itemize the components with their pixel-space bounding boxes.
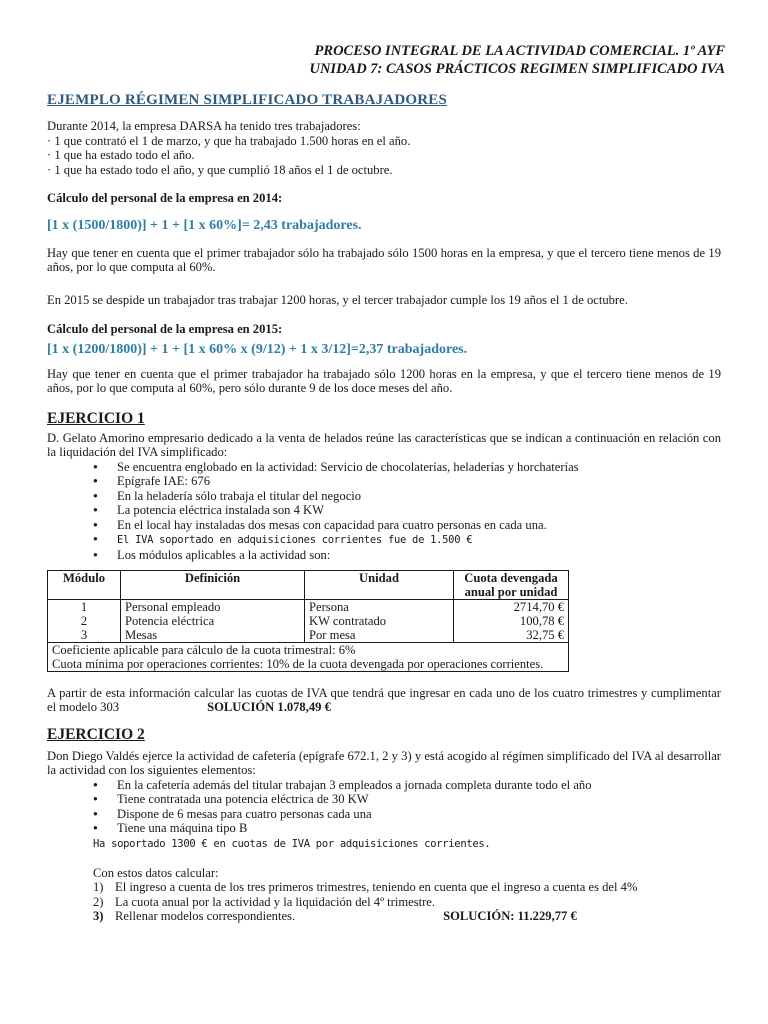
table-cell: KW contratado bbox=[305, 614, 454, 628]
header-line-1: PROCESO INTEGRAL DE LA ACTIVIDAD COMERCIAL. 1º AYF bbox=[314, 43, 725, 59]
list-item bbox=[93, 532, 721, 548]
table-cell: 2 bbox=[48, 614, 121, 628]
coeficiente-note: Coeficiente aplicable para cálculo de la cuota trimestral: 6% bbox=[52, 642, 356, 657]
ejercicio-2-items bbox=[47, 880, 721, 924]
list-item bbox=[93, 880, 721, 895]
table-cell: Por mesa bbox=[305, 628, 454, 643]
ejercicio-1-title: EJERCICIO 1 bbox=[47, 409, 145, 427]
worker-line: · 1 que ha estado todo el año. bbox=[47, 148, 195, 162]
col-header: Unidad bbox=[305, 570, 454, 599]
item-text: Rellenar modelos correspondientes. bbox=[115, 909, 296, 924]
item-number: 1) bbox=[93, 880, 104, 895]
modules-table bbox=[47, 570, 569, 672]
handwritten-note: Ha soportado 1300 € en cuotas de IVA por adquisiciones corrientes. bbox=[93, 838, 491, 851]
col-header: Módulo bbox=[48, 570, 121, 599]
list-item: ● En la heladería sólo trabaja el titular del negocio bbox=[93, 489, 721, 504]
table-row bbox=[48, 628, 569, 643]
document-header bbox=[47, 42, 725, 78]
worker-line: · 1 que contrató el 1 de marzo, y que ha trabajado 1.500 horas en el año. bbox=[47, 133, 411, 148]
list-item: ● Tiene contratada una potencia eléctrica de 30 KW bbox=[93, 792, 721, 807]
table-row bbox=[48, 614, 569, 628]
solution-1: SOLUCIÓN 1.078,49 € bbox=[207, 700, 331, 715]
header-line-2: UNIDAD 7: CASOS PRÁCTICOS REGIMEN SIMPLIFICADO IVA bbox=[309, 61, 725, 77]
table-cell: 3 bbox=[48, 628, 121, 643]
ejercicio-1-task bbox=[47, 686, 721, 715]
list-item bbox=[93, 895, 721, 910]
list-item: ● Los módulos aplicables a la actividad son: bbox=[93, 548, 721, 563]
list-item: ● En la cafetería además del titular trabajan 3 empleados a jornada completa durante todo el año bbox=[93, 778, 721, 793]
ejercicio-1-bullets bbox=[47, 460, 721, 563]
ejercicio-2-hand bbox=[47, 836, 721, 852]
note-2015: Hay que tener en cuenta que el primer trabajador ha trabajado sólo 1200 horas en la empresa, y que el tercero tiene menos de 19 años, por lo que computa al 60%, pero sólo durante 9 de los doce meses del año. bbox=[47, 366, 721, 395]
list-item bbox=[93, 909, 721, 924]
task-text: A partir de esta información calcular las cuotas de IVA que tendrá que ingresar en cada uno de los cuatro trimestres y cumplimentar el modelo 303 bbox=[47, 685, 721, 715]
table-cell: 100,78 € bbox=[454, 614, 569, 628]
item-text: La cuota anual por la actividad y la liquidación del 4º trimestre. bbox=[115, 894, 436, 909]
ejemplo-title: EJEMPLO RÉGIMEN SIMPLIFICADO TRABAJADORES bbox=[47, 92, 448, 108]
item-number: 2) bbox=[93, 894, 104, 909]
text-2015: En 2015 se despide un trabajador tras trabajar 1200 horas, y el tercer trabajador cumple los 19 años el 1 de octubre. bbox=[47, 292, 628, 307]
list-item: ● En el local hay instaladas dos mesas con capacidad para cuatro personas en cada una. bbox=[93, 518, 721, 533]
calc-intro: Con estos datos calcular: bbox=[93, 865, 219, 880]
table-footer bbox=[48, 642, 569, 671]
list-item: ● Epígrafe IAE: 676 bbox=[93, 474, 721, 489]
solution-2: SOLUCIÓN: 11.229,77 € bbox=[443, 909, 577, 924]
table-cell: 2714,70 € bbox=[454, 599, 569, 614]
list-item: ● Dispone de 6 mesas para cuatro personas cada una bbox=[93, 807, 721, 822]
item-number: 3) bbox=[93, 909, 104, 924]
table-cell: 32,75 € bbox=[454, 628, 569, 643]
formula-2015: [1 x (1200/1800)] + 1 + [1 x 60% x (9/12) + 1 x 3/12]=2,37 trabajadores. bbox=[47, 341, 468, 357]
calc-2014-title: Cálculo del personal de la empresa en 2014: bbox=[47, 191, 283, 205]
list-item: ● Tiene una máquina tipo B bbox=[93, 821, 721, 836]
ejercicio-2-title: EJERCICIO 2 bbox=[47, 725, 145, 743]
table-row bbox=[48, 599, 569, 614]
table-cell: Mesas bbox=[121, 628, 305, 643]
ejercicio-1-intro: D. Gelato Amorino empresario dedicado a la venta de helados reúne las características que se indican a continuación en relación con la liquidación del IVA simplificado: bbox=[47, 430, 721, 459]
formula-2014: [1 x (1500/1800)] + 1 + [1 x 60%]= 2,43 trabajadores. bbox=[47, 217, 362, 233]
table-header-row bbox=[48, 570, 569, 599]
table-footer-row bbox=[48, 642, 569, 671]
calc-2015-title: Cálculo del personal de la empresa en 2015: bbox=[47, 322, 283, 336]
col-header: Cuota devengada anual por unidad bbox=[454, 570, 569, 599]
table-cell: Persona bbox=[305, 599, 454, 614]
table-cell: Personal empleado bbox=[121, 599, 305, 614]
table-cell: 1 bbox=[48, 599, 121, 614]
ejercicio-2-bullets bbox=[47, 778, 721, 836]
ejercicio-2-intro: Don Diego Valdés ejerce la actividad de cafetería (epígrafe 672.1, 2 y 3) y está acogido al régimen simplificado del IVA al desarrollar la actividad con los siguientes elementos: bbox=[47, 748, 721, 778]
item-text: El ingreso a cuenta de los tres primeros trimestres, teniendo en cuenta que el ingreso a cuenta es del 4% bbox=[115, 880, 638, 895]
note-2014: Hay que tener en cuenta que el primer trabajador sólo ha trabajado sólo 1500 horas en la empresa, y que el tercero tiene menos de 19 años, por lo que computa al 60%. bbox=[47, 245, 721, 274]
list-item: ● Se encuentra englobado en la actividad: Servicio de chocolaterías, heladerías y horchaterías bbox=[93, 460, 721, 475]
col-header: Definición bbox=[121, 570, 305, 599]
list-item: ● La potencia eléctrica instalada son 4 KW bbox=[93, 503, 721, 518]
handwritten-note: El IVA soportado en adquisiciones corrientes fue de 1.500 € bbox=[117, 534, 473, 547]
cuota-minima-note: Cuota mínima por operaciones corrientes: 10% de la cuota devengada por operaciones corrientes. bbox=[52, 656, 544, 671]
table-cell: Potencia eléctrica bbox=[121, 614, 305, 628]
document-page bbox=[47, 42, 725, 924]
ejemplo-intro: Durante 2014, la empresa DARSA ha tenido tres trabajadores: bbox=[47, 119, 361, 133]
worker-line: · 1 que ha estado todo el año, y que cumplió 18 años el 1 de octubre. bbox=[47, 162, 393, 177]
